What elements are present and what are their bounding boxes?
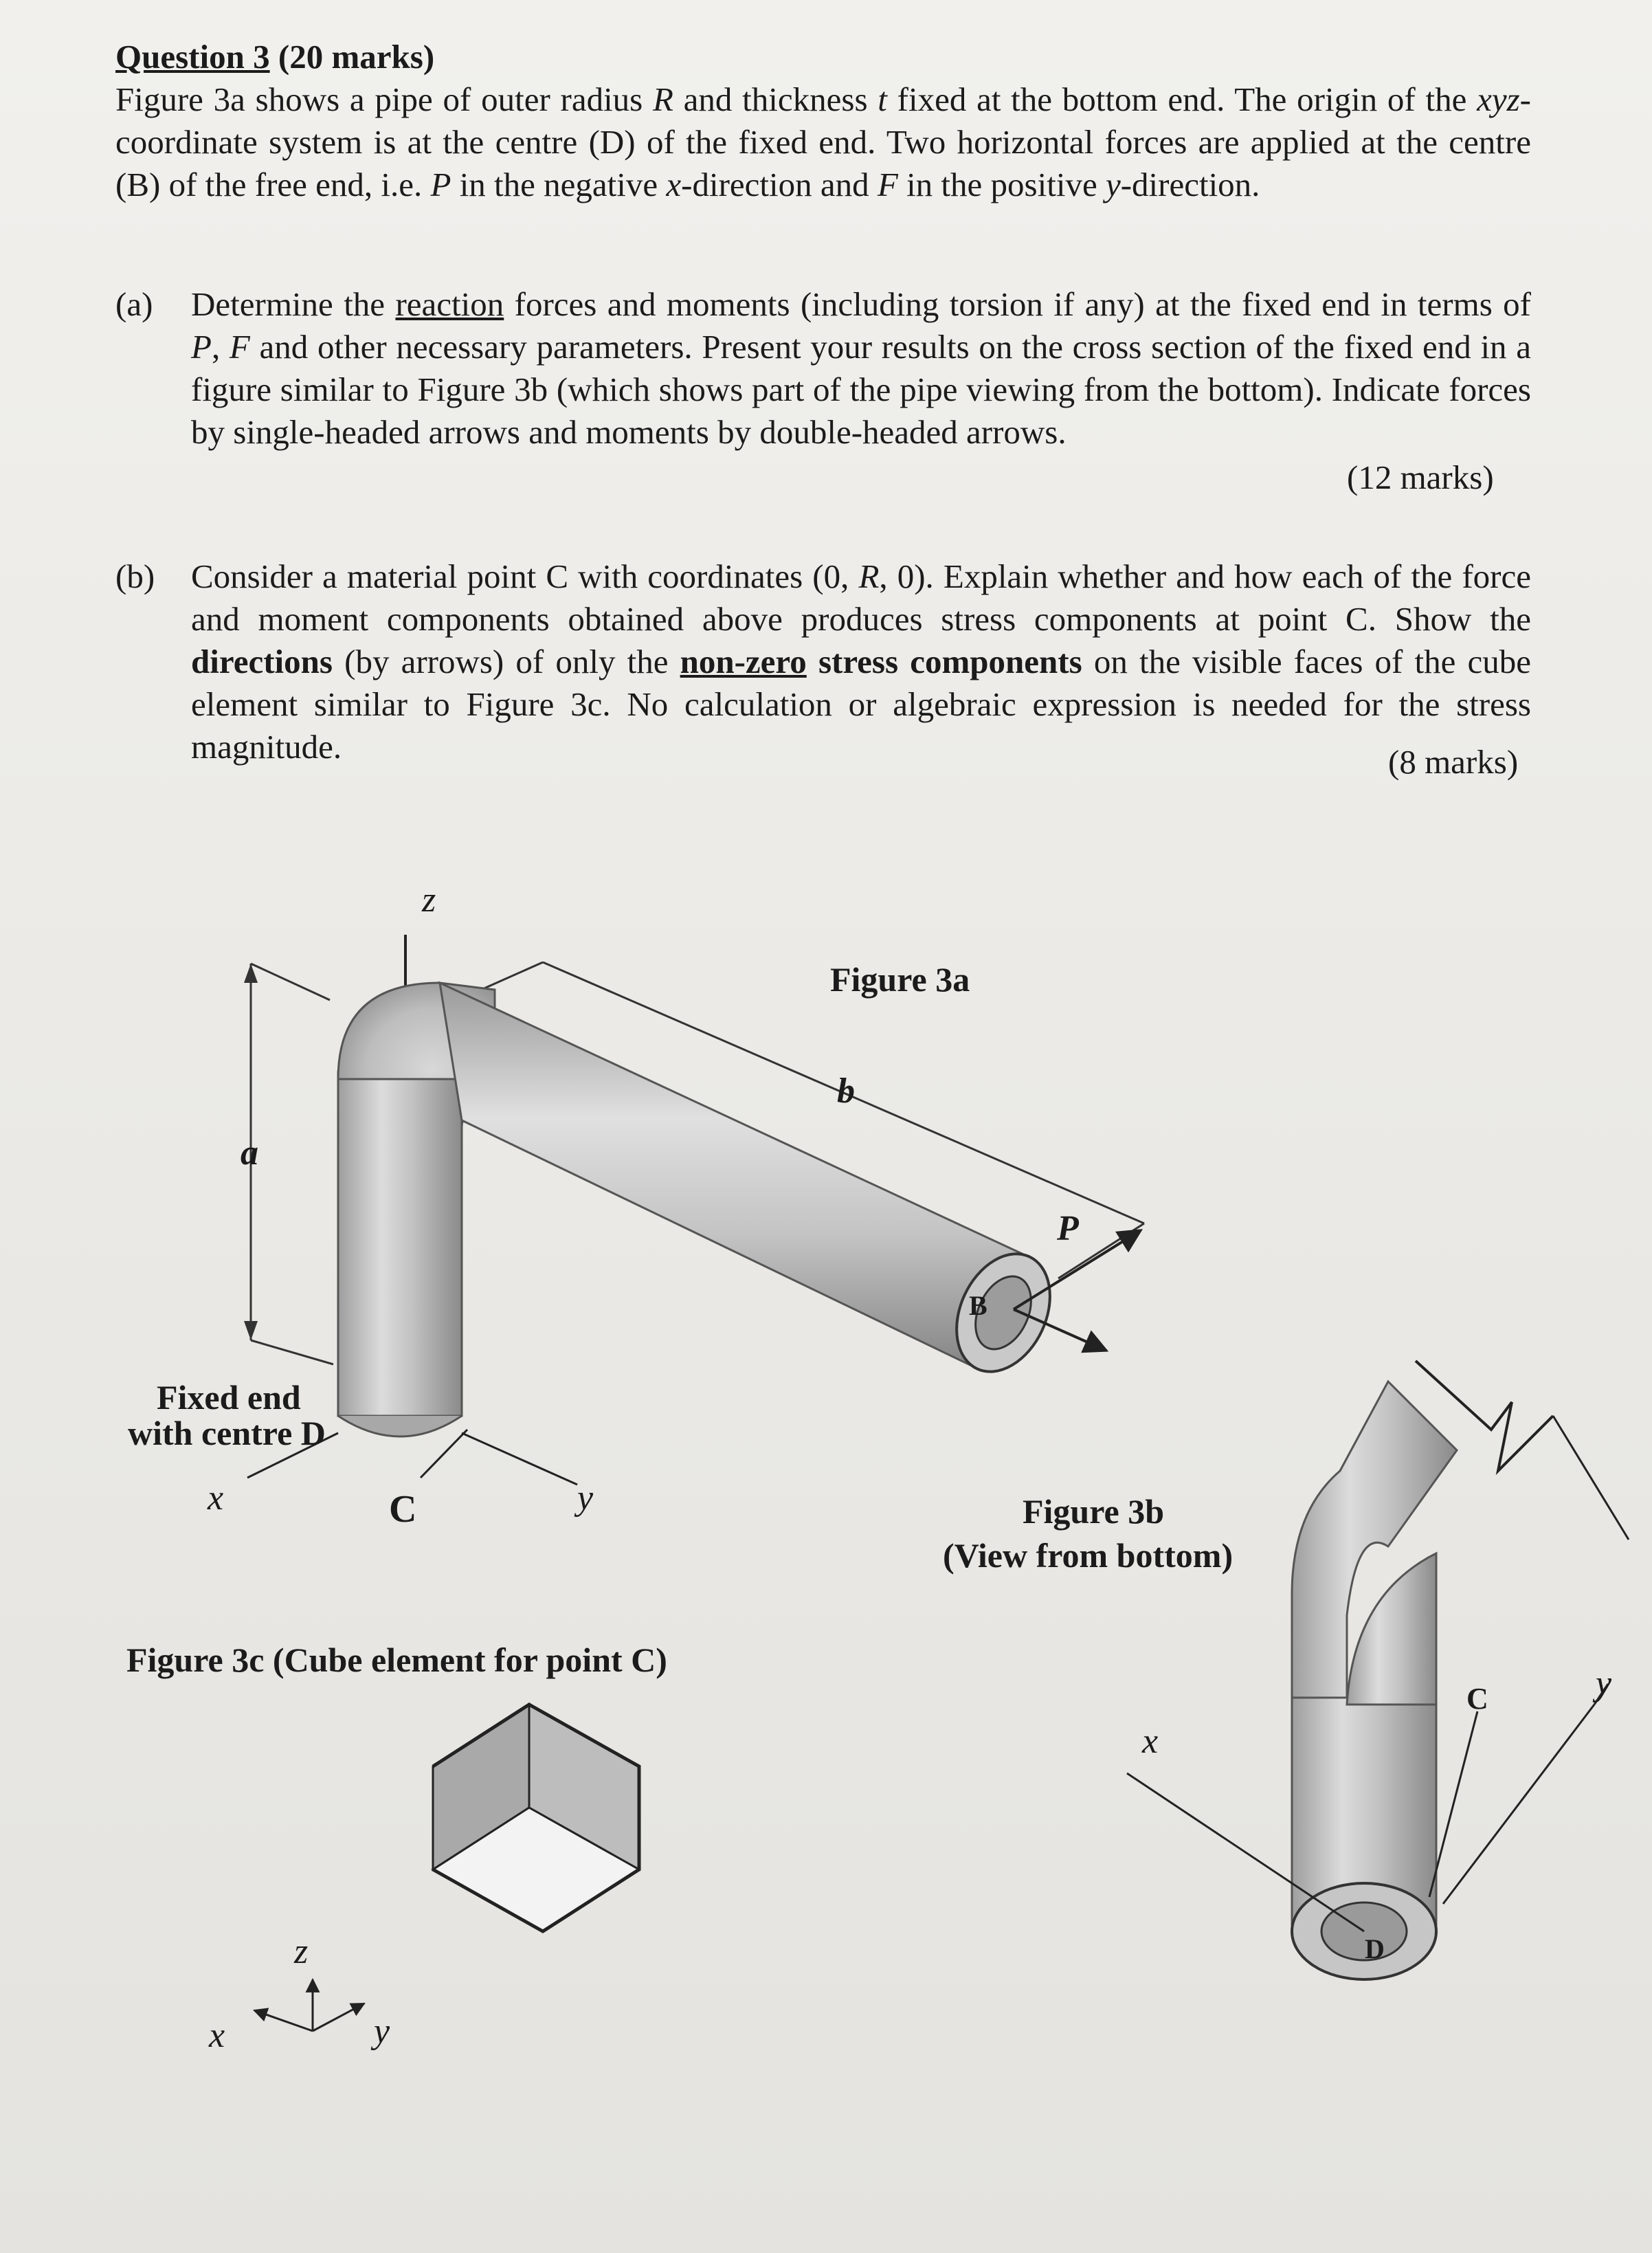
intro-var: R <box>653 80 673 118</box>
point-c-label-3b: C <box>1466 1682 1488 1716</box>
part-b-nonzero: non-zero <box>680 643 807 680</box>
intro-text: in the positive <box>897 166 1106 203</box>
axis-x-label-3c: x <box>209 2016 225 2055</box>
force-p-label: P <box>1057 1209 1079 1248</box>
axis-z-label-3a: z <box>422 880 436 920</box>
figure-3a <box>244 935 1144 1485</box>
dim-a-label: a <box>241 1133 258 1173</box>
part-b-stress: stress components <box>818 643 1082 680</box>
figure-3b-caption-1: Figure 3b <box>1023 1492 1165 1531</box>
figure-3b <box>1127 1361 1629 1979</box>
figure-3c <box>254 1705 639 2031</box>
axis-y-label-3a: y <box>577 1478 594 1518</box>
point-d-label-3b: D <box>1365 1933 1385 1964</box>
figure-3a-caption: Figure 3a <box>830 960 970 999</box>
part-b-text: , 0). Explain whether and how each of the force and moment components obtained above produces stress components at point C. Show the <box>191 557 1531 638</box>
point-b-label: B <box>969 1290 987 1321</box>
axis-x-label-3b: x <box>1142 1722 1159 1761</box>
part-a-var: F <box>229 328 250 366</box>
horizontal-pipe <box>440 983 1031 1368</box>
axis-y-label-3c: y <box>374 2012 390 2051</box>
figure-3b-caption-2: (View from bottom) <box>943 1536 1234 1575</box>
part-b-text: on the visible faces of the cube element similar to Figure 3c. No calculation or algebraic expression is needed for the stress magnitude. <box>191 643 1531 766</box>
intro-text: -coordinate system is at the centre (D) of the fixed end. Two horizontal forces are applied at the centre (B) of the free end, i.e. <box>115 80 1531 203</box>
intro-var: t <box>878 80 887 118</box>
intro-text: -direction and <box>681 166 878 203</box>
intro-text: and thickness <box>673 80 878 118</box>
axis-x-label-3a: x <box>208 1478 224 1518</box>
figure-3c-caption: Figure 3c (Cube element for point C) <box>126 1641 667 1679</box>
part-b-label: (b) <box>115 557 155 595</box>
intro-var: P <box>430 166 451 203</box>
part-a-var: P <box>191 328 212 366</box>
axis-z-label-3c: z <box>294 1932 309 1971</box>
part-b-var: R <box>858 557 880 595</box>
part-a-text: and other necessary parameters. Present your results on the cross section of the fixed end in a figure similar to Figure 3b (which shows part of the pipe viewing from the bottom). Indicate forces by single-headed arrows and moments by double-headed arrows. <box>191 328 1531 451</box>
part-a-text: Determine the <box>191 285 396 323</box>
y-axis-line-3b <box>1443 1705 1594 1904</box>
intro-text: -direction. <box>1120 166 1260 203</box>
part-b-directions: directions <box>191 643 333 680</box>
part-a-reaction: reaction <box>395 285 504 323</box>
vertical-pipe <box>338 1072 462 1416</box>
dim-b-label: b <box>837 1072 855 1111</box>
intro-var: xyz <box>1477 80 1520 118</box>
point-c-label-3a: C <box>389 1488 417 1531</box>
y-axis-arrow-3c <box>313 2004 364 2031</box>
fixed-end-label-2: with centre D <box>128 1414 326 1452</box>
part-a-text: forces and moments (including torsion if any) at the fixed end in terms of <box>504 285 1531 323</box>
x-axis-arrow-3c <box>254 2010 313 2031</box>
intro-var: y <box>1105 166 1121 203</box>
intro-var: F <box>877 166 898 203</box>
intro-var: x <box>666 166 682 203</box>
intro-text: in the negative <box>451 166 667 203</box>
part-b-marks: (8 marks) <box>1388 743 1519 781</box>
intro-text: Figure 3a shows a pipe of outer radius <box>115 80 653 118</box>
fixed-end-label-1: Fixed end <box>157 1378 301 1417</box>
part-a-text: , <box>211 328 230 366</box>
part-b-text: Consider a material point C with coordinates (0, <box>191 557 859 595</box>
y-axis-line-3a <box>462 1433 577 1485</box>
intro-text: fixed at the bottom end. The origin of the <box>886 80 1477 118</box>
part-a-label: (a) <box>115 285 153 323</box>
axis-y-label-3b: y <box>1596 1664 1612 1703</box>
part-a-marks: (12 marks) <box>1347 458 1494 496</box>
question-title: Question 3 <box>115 38 270 76</box>
question-marks: (20 marks) <box>278 38 435 76</box>
part-b-text: (by arrows) of only the <box>332 643 680 680</box>
